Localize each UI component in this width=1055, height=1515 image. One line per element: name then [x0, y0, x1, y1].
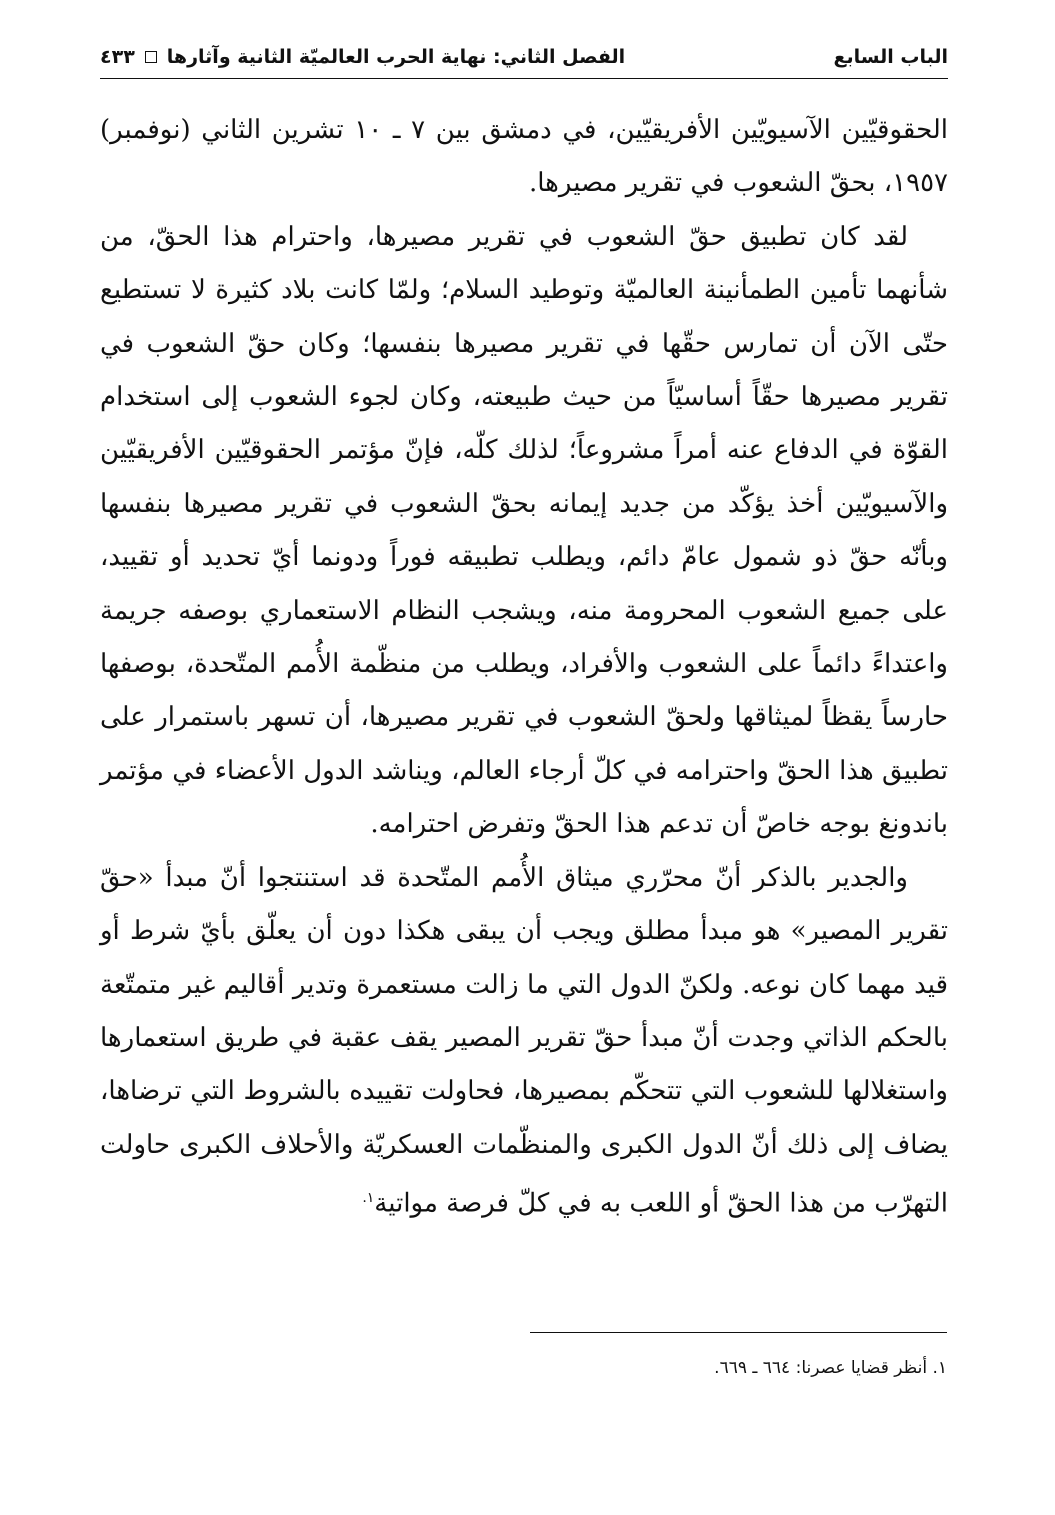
header-rule: [100, 78, 948, 79]
footnote-marker: ١.: [362, 1190, 375, 1207]
body-text: [100, 104, 948, 1231]
section-and-page: [100, 46, 625, 68]
running-header: [100, 40, 948, 74]
paragraph-3-text: والجدير بالذكر أنّ محرّري ميثاق الأُمم المتّحدة قد استنتجوا أنّ مبدأ «حقّ تقرير المصير» هو مبدأ مطلق ويجب أن يبقى هكذا دون أن يعلّق بأيّ شرط أو قيد مهما كان نوعه. ولكنّ الدول التي ما زالت مستعمرة وتدير أقاليم غير متمتّعة بالحكم الذاتي وجدت أنّ مبدأ حقّ تقرير المصير يقف عقبة في طريق استعمارها واستغلالها للشعوب التي تتحكّم بمصيرها، فحاولت تقييده بالشروط التي ترضاها، يضاف إلى ذلك أنّ الدول الكبرى والمنظّمات العسكريّة والأحلاف الكبرى حاولت التهرّب من هذا الحقّ أو اللعب به في كلّ فرصة مواتية: [100, 862, 948, 1219]
footnote-rule: [530, 1332, 947, 1333]
paragraph-1: الحقوقيّين الآسيويّين الأفريقيّين، في دمشق بين ٧ ـ ١٠ تشرين الثاني (نوفمبر) ١٩٥٧، بحقّ الشعوب في تقرير مصيرها.: [100, 115, 949, 199]
paragraph-2: لقد كان تطبيق حقّ الشعوب في تقرير مصيرها، واحترام هذا الحقّ، من شأنهما تأمين الطمأنينة العالميّة وتوطيد السلام؛ ولمّا كانت بلاد كثيرة لا تستطيع حتّى الآن أن تمارس حقّها في تقرير مصيرها بنفسها؛ وكان حقّ الشعوب في تقرير مصيرها حقّاً أساسيّاً من حيث طبيعته، وكان لجوء الشعوب إلى استخدام القوّة في الدفاع عنه أمراً مشروعاً؛ لذلك كلّه، فإنّ مؤتمر الحقوقيّين الأفريقيّين والآسيويّين أخذ يؤكّد من جديد إيمانه بحقّ الشعوب في تقرير مصيرها بنفسها وبأنّه حقّ ذو شمول عامّ دائم، ويطلب تطبيقه فوراً ودونما أيّ تحديد أو تقييد، على جميع الشعوب المحرومة منه، ويشجب النظام الاستعماري بوصفه جريمة واعتداءً دائماً على الشعوب والأفراد، ويطلب من منظّمة الأُمم المتّحدة، بوصفها حارساً يقظاً لميثاقها ولحقّ الشعوب في تقرير مصيرها، أن تسهر باستمرار على تطبيق هذا الحقّ واحترامه في كلّ أرجاء العالم، ويناشد الدول الأعضاء في مؤتمر باندونغ بوجه خاصّ أن تدعم هذا الحقّ وتفرض احترامه.: [100, 221, 948, 840]
section-title: الفصل الثاني: نهاية الحرب العالميّة الثانية وآثارها: [166, 46, 626, 68]
chapter-title: الباب السابع: [833, 46, 948, 68]
separator-square-icon: [145, 51, 157, 63]
footnote: ١. أنظر قضايا عصرنا: ٦٦٤ ـ ٦٦٩.: [714, 1358, 947, 1378]
page-number: ٤٣٣: [100, 46, 135, 68]
paragraph-3: [100, 852, 948, 1232]
